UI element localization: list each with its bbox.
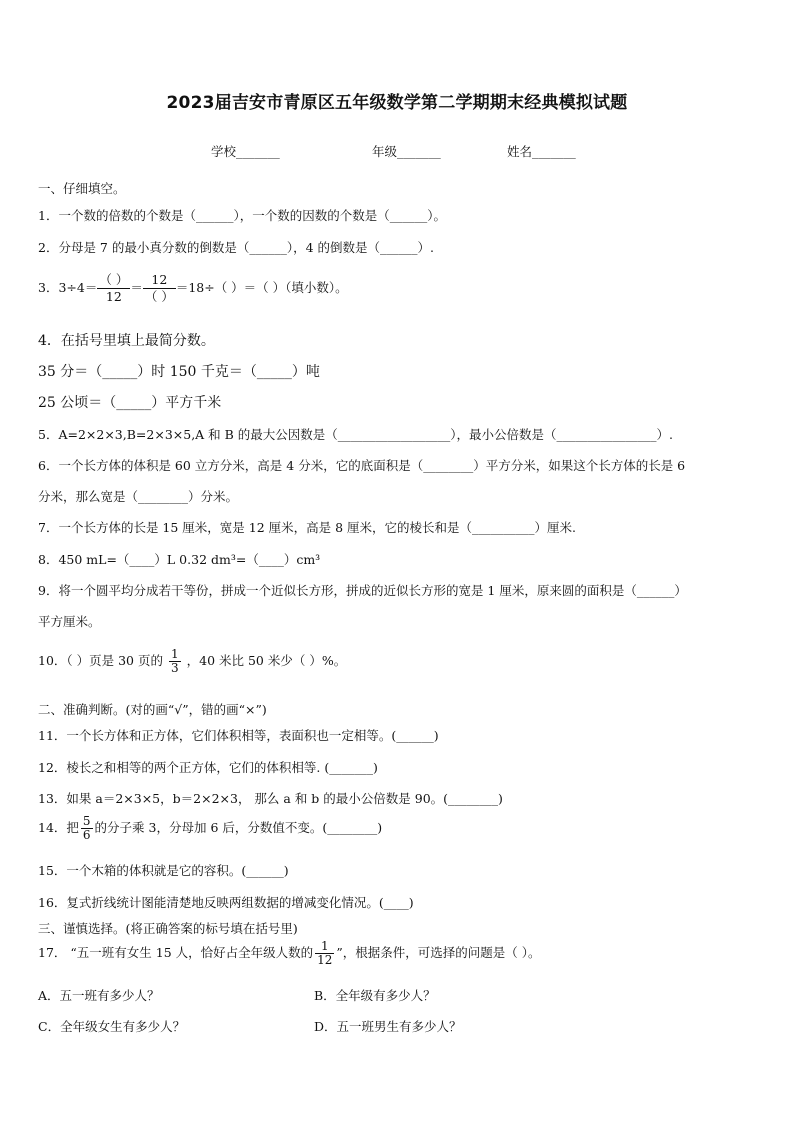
question-3-suffix: ＝18÷（ ）＝（ ）（填小数）。 <box>175 280 348 295</box>
fraction-denominator: 12 <box>317 953 333 967</box>
option-b: B．全年级有多少人？ <box>314 988 436 1003</box>
section-2-heading: 二、准确判断。(对的画“√”，错的画“×”) <box>38 702 267 717</box>
page-title: 2023届吉安市青原区五年级数学第二学期期末经典模拟试题 <box>166 93 628 113</box>
question-9-line-1: 9．将一个圆平均分成若干等份，拼成一个近似长方形，拼成的近似长方形的宽是 1 厘米，原来圆的面积是（______） <box>38 583 687 598</box>
equals-sign: ＝ <box>130 280 143 295</box>
question-3-prefix: 3．3÷4＝ <box>38 280 98 295</box>
question-14-prefix: 14．把 <box>38 820 79 835</box>
fraction <box>169 648 181 675</box>
question-6-line-2: 分米，那么宽是（________）分米。 <box>38 489 239 504</box>
question-14 <box>38 815 382 842</box>
question-4-part-a: 35 分＝（_____）时 150 千克＝（_____）吨 <box>38 364 320 380</box>
question-15: 15．一个木箱的体积就是它的容积。(______) <box>38 863 289 878</box>
fraction-numerator: 12 <box>143 272 176 289</box>
fraction-denominator: （ ） <box>144 289 174 304</box>
fraction <box>81 815 93 842</box>
fraction-denominator: 12 <box>105 289 122 304</box>
question-1: 1．一个数的倍数的个数是（______），一个数的因数的个数是（______）。 <box>38 208 446 223</box>
fraction-numerator: （ ） <box>99 272 129 287</box>
fraction-numerator: 5 <box>82 814 91 828</box>
fraction-numerator: 1 <box>315 940 334 954</box>
section-1-heading: 一、仔细填空。 <box>38 181 126 196</box>
option-d: D．五一班男生有多少人？ <box>314 1019 462 1034</box>
question-16: 16．复式折线统计图能清楚地反映两组数据的增减变化情况。(____) <box>38 895 414 910</box>
option-c: C．全年级女生有多少人？ <box>38 1019 186 1034</box>
question-10-prefix: 10．（ ）页是 30 页的 <box>38 653 163 668</box>
question-5: 5．A=2×2×3,B=2×3×5,A 和 B 的最大公因数是（__________________），最小公倍数是（________________）. <box>38 427 674 442</box>
question-3 <box>38 272 348 305</box>
question-17-prefix: 17． “五一班有女生 15 人，恰好占全年级人数的 <box>38 945 314 960</box>
question-14-suffix: 的分子乘 3，分母加 6 后，分数值不变。(________) <box>94 820 383 835</box>
question-10-suffix: ，40 米比 50 米少（ ）%。 <box>186 653 347 668</box>
school-field: 学校_______ <box>211 144 280 159</box>
fraction <box>143 272 176 305</box>
fraction <box>97 272 130 305</box>
question-8: 8．450 mL=（____）L 0.32 dm³=（____）cm³ <box>38 552 321 567</box>
fraction-denominator: 6 <box>82 828 91 842</box>
question-4: 4．在括号里填上最简分数。 <box>38 333 215 349</box>
question-9-line-2: 平方厘米。 <box>38 614 101 629</box>
question-11: 11．一个长方体和正方体，它们体积相等，表面积也一定相等。(______) <box>38 728 439 743</box>
option-a: A．五一班有多少人？ <box>38 988 160 1003</box>
fraction <box>315 940 334 967</box>
name-field: 姓名_______ <box>507 144 576 159</box>
question-4-part-b: 25 公顷＝（_____）平方千米 <box>38 395 222 411</box>
question-12: 12．棱长之和相等的两个正方体，它们的体积相等. (_______) <box>38 760 378 775</box>
fraction-numerator: 1 <box>170 647 179 661</box>
question-10 <box>38 648 346 675</box>
question-7: 7．一个长方体的长是 15 厘米，宽是 12 厘米，高是 8 厘米，它的棱长和是（__________）厘米. <box>38 520 577 535</box>
fraction-denominator: 3 <box>170 661 179 675</box>
grade-field: 年级_______ <box>372 144 441 159</box>
question-6-line-1: 6．一个长方体的体积是 60 立方分米，高是 4 分米，它的底面积是（________）平方分米，如果这个长方体的长是 6 <box>38 458 686 473</box>
question-2: 2．分母是 7 的最小真分数的倒数是（______），4 的倒数是（______）. <box>38 240 435 255</box>
question-13: 13．如果 a＝2×3×5，b＝2×2×3， 那么 a 和 b 的最小公倍数是 90。(________) <box>38 791 503 806</box>
question-17-suffix: ”，根据条件，可选择的问题是（ ）。 <box>336 945 541 960</box>
question-17 <box>38 940 541 967</box>
section-3-heading: 三、谨慎选择。(将正确答案的标号填在括号里) <box>38 921 298 936</box>
